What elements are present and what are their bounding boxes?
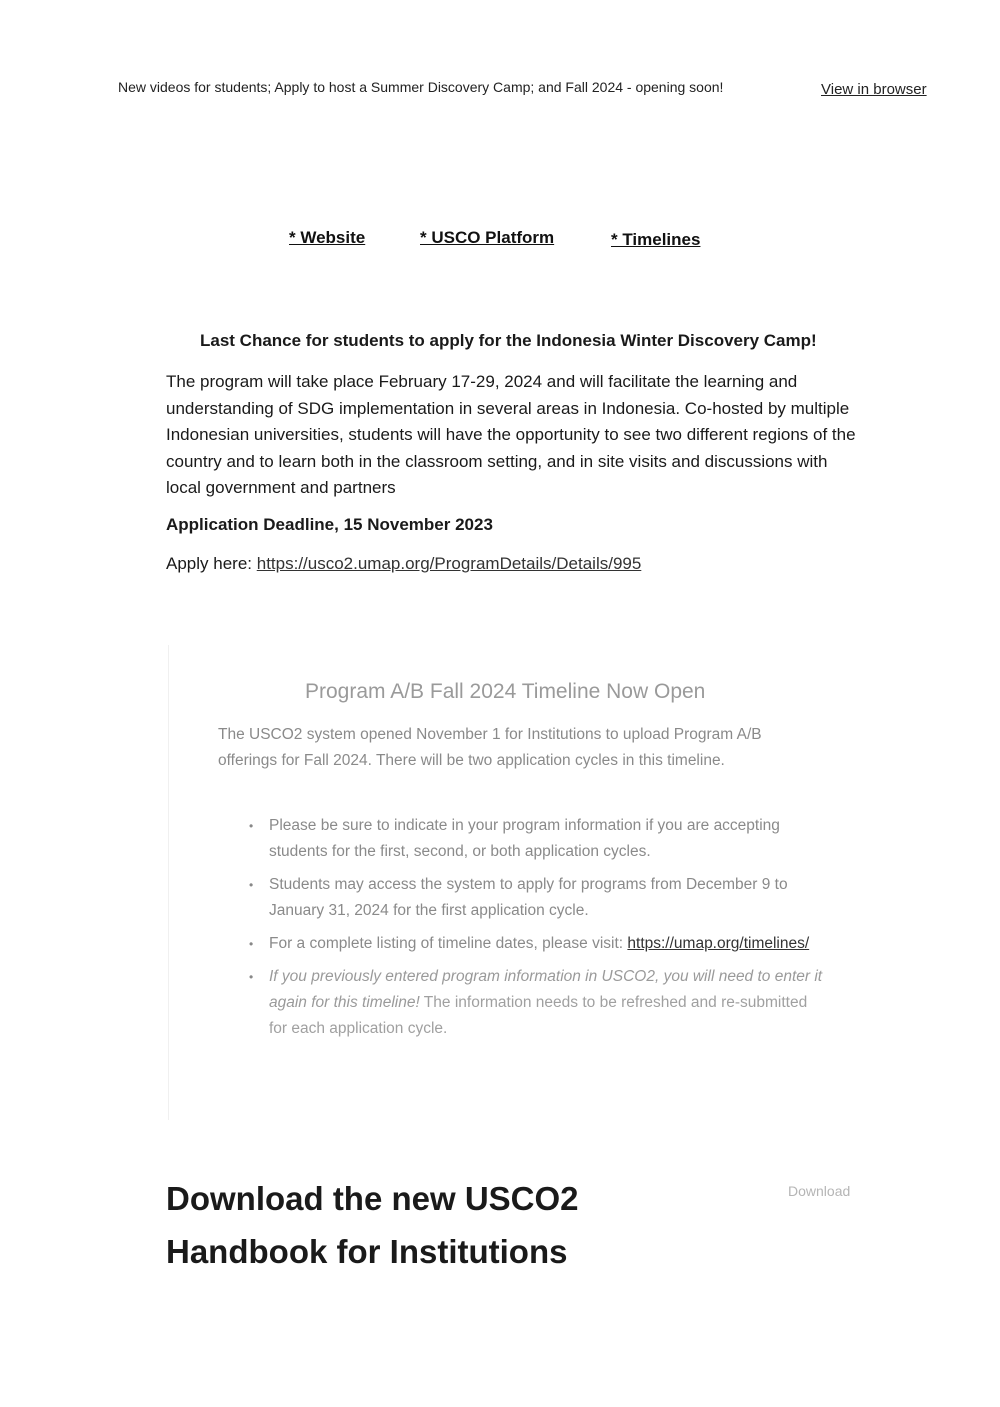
bullet-text: For a complete listing of timeline dates, please visit: bbox=[269, 935, 628, 952]
preheader-text: New videos for students; Apply to host a Summer Discovery Camp; and Fall 2024 - opening soon! bbox=[118, 79, 724, 95]
timeline-title: Program A/B Fall 2024 Timeline Now Open bbox=[305, 680, 706, 703]
bullet-icon: • bbox=[249, 970, 254, 984]
timelines-link[interactable]: https://umap.org/timelines/ bbox=[627, 935, 810, 952]
apply-link[interactable]: https://usco2.umap.org/ProgramDetails/Details/995 bbox=[256, 554, 642, 573]
timeline-intro: The USCO2 system opened November 1 for Institutions to upload Program A/B offerings for Fall 2024. There will be two application cycles in this timeline. bbox=[218, 726, 762, 769]
bullet-text: Please be sure to indicate in your program information if you are accepting students for the first, second, or both application cycles. bbox=[269, 817, 780, 860]
apply-label: Apply here: bbox=[166, 554, 257, 573]
bullet-icon: • bbox=[249, 878, 254, 892]
list-item bbox=[243, 872, 823, 924]
camp-heading: Last Chance for students to apply for the Indonesia Winter Discovery Camp! bbox=[200, 331, 817, 350]
nav-timelines-link[interactable]: * Timelines bbox=[611, 230, 701, 249]
view-in-browser-link[interactable]: View in browser bbox=[821, 81, 927, 98]
apply-line bbox=[166, 554, 641, 574]
nav-usco-platform-link[interactable]: * USCO Platform bbox=[420, 228, 555, 247]
handbook-heading: Download the new USCO2 Handbook for Institutions bbox=[166, 1180, 579, 1270]
bullet-icon: • bbox=[249, 937, 254, 951]
bullet-text: The information needs to be refreshed and re-submitted for each application cycle. bbox=[269, 994, 808, 1037]
application-deadline: Application Deadline, 15 November 2023 bbox=[166, 515, 493, 534]
list-item bbox=[243, 964, 823, 1042]
bullet-italic-text: If you previously entered program information in USCO2, you will need to enter it again for this timeline! bbox=[269, 968, 823, 1011]
bullet-icon: • bbox=[249, 819, 254, 833]
download-button[interactable]: Download bbox=[788, 1183, 851, 1199]
timeline-bullet-list bbox=[243, 813, 823, 1049]
bullet-text: Students may access the system to apply for programs from December 9 to January 31, 2024 for the first application cycle. bbox=[269, 876, 788, 919]
nav-website-link[interactable]: * Website bbox=[289, 228, 366, 247]
camp-description: The program will take place February 17-29, 2024 and will facilitate the learning and understanding of SDG implementation in several areas in Indonesia. Co-hosted by multiple Indonesian universities, students will have the opportunity to see two different regions of the country and to learn both in the classroom setting, and in site visits and discussions with local government and partners bbox=[166, 372, 856, 497]
list-item bbox=[243, 931, 823, 957]
list-item bbox=[243, 813, 823, 865]
